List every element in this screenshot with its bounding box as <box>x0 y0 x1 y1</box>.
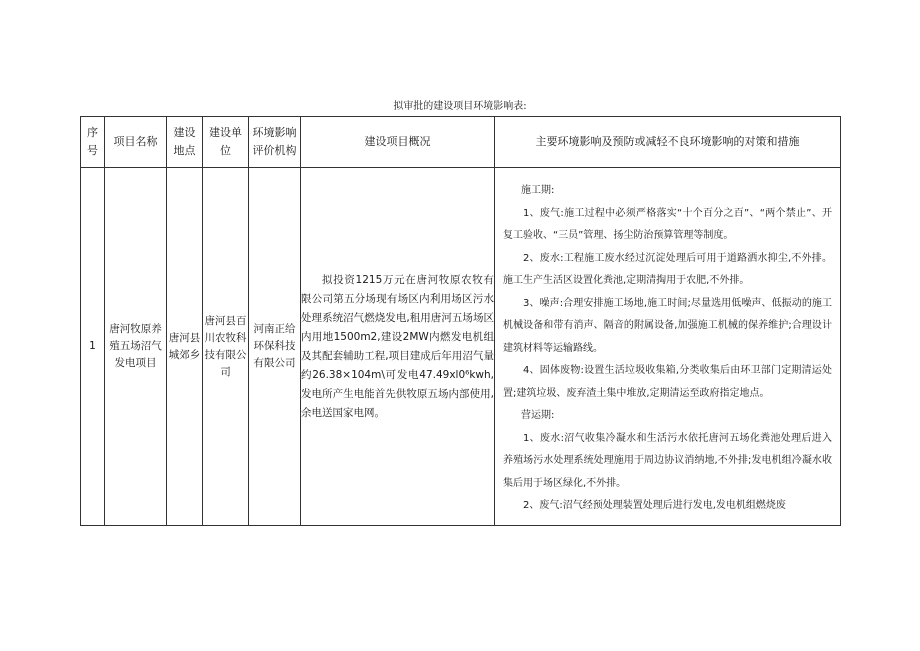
header-seq: 序号 <box>81 117 105 168</box>
row-overview <box>301 168 495 526</box>
header-measures: 主要环境影响及预防或减轻不良环境影响的对策和措施 <box>495 117 841 168</box>
operation-item: 2、废气:沼气经预处理装置处理后进行发电,发电机组燃烧废 <box>523 500 786 511</box>
table-caption: 拟审批的建设项目环境影响表: <box>393 101 527 112</box>
header-builder: 建设单位 <box>203 117 249 168</box>
row-project-name: 唐河牧原养殖五场沼气发电项目 <box>105 168 167 526</box>
header-row <box>81 117 841 168</box>
header-overview: 建设项目概况 <box>301 117 495 168</box>
row-eia-agency: 河南正给环保科技有限公司 <box>249 168 301 526</box>
construction-period-title: 施工期: <box>521 185 555 196</box>
construction-item: 3、噪声:合理安排施工场地,施工时间;尽量选用低噪声、低振动的施工机械设备和带有消声、隔音的附属设备,加强施工机械的保养维护;合理设计建筑材料等运输路线。 <box>503 297 832 354</box>
header-location: 建设地点 <box>167 117 203 168</box>
table-row <box>81 168 841 526</box>
overview-text: 拟投资1215万元在唐河牧原农牧有限公司第五分场现有场区内利用场区污水处理系统沼气燃烧发电,租用唐河五场场区内用地1500m2,建设2MW内燃发电机组及其配套辅助工程,项目建成后年用沼气量约26.38×104m\可发电47.49xl0⁶kwh,发电所产生电能首先供牧原五场内部使用,余电送国家电网。 <box>301 273 494 419</box>
construction-item: 4、固体废物:设置生活垃圾收集箱,分类收集后由环卫部门定期清运处置;建筑垃圾、废弃渣土集中堆放,定期清运至政府指定地点。 <box>503 365 832 399</box>
operation-item: 1、废水:沼气收集冷凝水和生活污水依托唐河五场化粪池处理后进入养殖场污水处理系统处理施用于周边协议消纳地,不外排;发电机组冷凝水收集后用于场区绿化,不外排。 <box>503 432 832 489</box>
construction-item: 2、废水:工程施工废水经过沉淀处理后可用于道路洒水抑尘,不外排。施工生产生活区设置化粪池,定期清掏用于农肥,不外排。 <box>503 252 832 286</box>
header-eia-agency: 环境影响评价机构 <box>249 117 301 168</box>
row-seq: 1 <box>81 168 105 526</box>
row-measures <box>495 168 841 526</box>
header-project-name: 项目名称 <box>105 117 167 168</box>
operation-period-title: 营运期: <box>521 410 555 421</box>
row-builder: 唐河县百川农牧科技有限公司 <box>203 168 249 526</box>
project-table <box>80 116 841 526</box>
construction-item: 1、废气:施工过程中必须严格落实“十个百分之百”、“两个禁止”、开复工验收、“三员”管理、扬尘防治预算管理等制度。 <box>503 207 832 241</box>
row-location: 唐河县城郊乡 <box>167 168 203 526</box>
